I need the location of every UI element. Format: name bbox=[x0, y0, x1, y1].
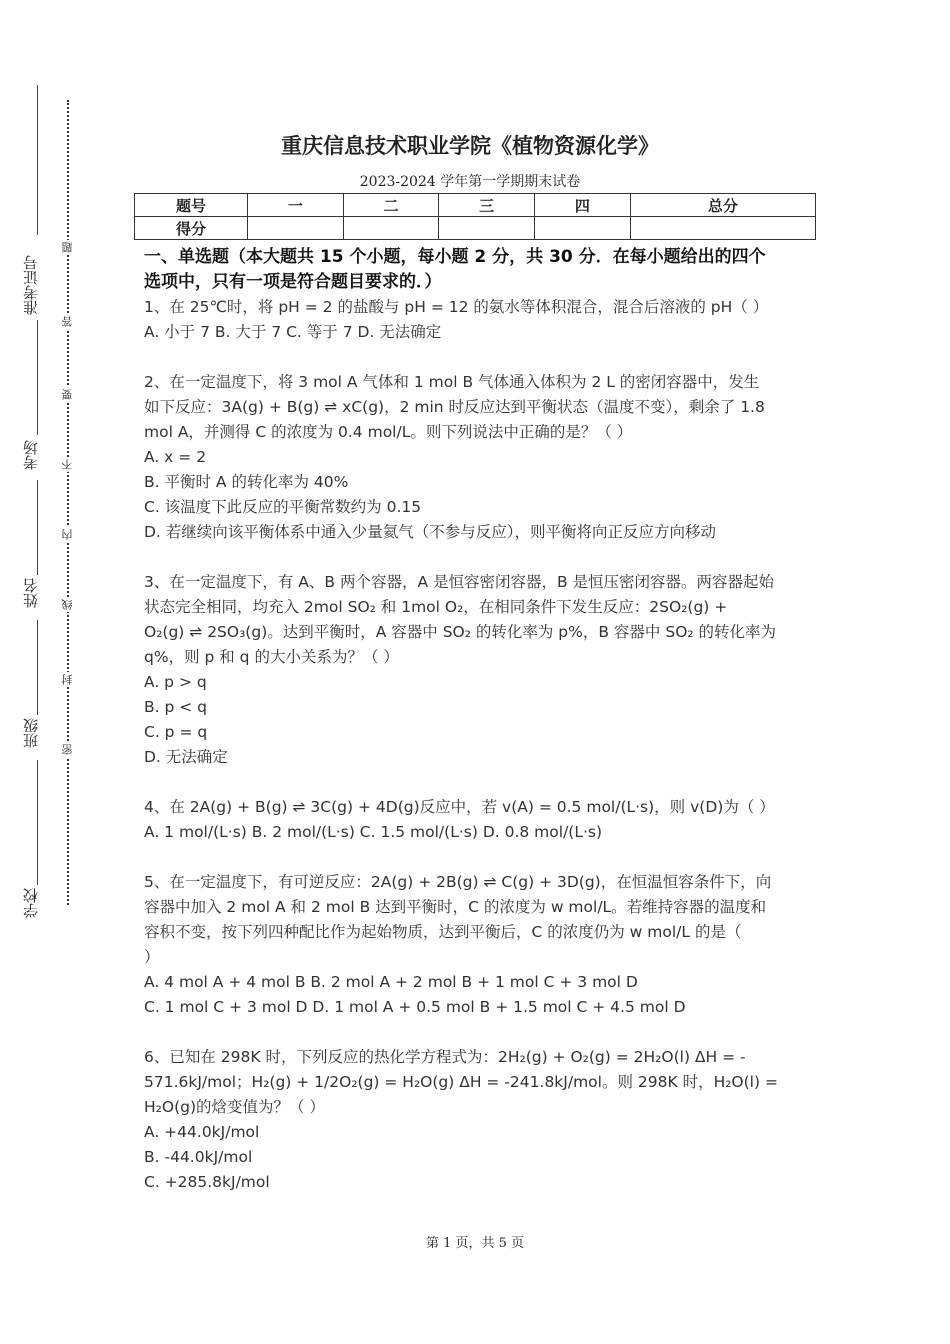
exam-subtitle: 2023-2024 学年第一学期期末试卷 bbox=[359, 174, 581, 190]
question-line: D. 若继续向该平衡体系中通入少量氦气（不参与反应），则平衡将向正反应方向移动 bbox=[144, 523, 717, 541]
question-text: 4、在 2A(g) + B(g) ⇌ 3C(g) + 4D(g)反应中，若 v(A) = 0.5 mol/(L·s)，则 v(D)为（ ） bbox=[144, 798, 775, 816]
score-cell bbox=[630, 217, 815, 240]
seal-char: 题 bbox=[61, 242, 74, 253]
margin-line bbox=[37, 85, 38, 235]
seal-char: 要 bbox=[61, 389, 74, 400]
table-header-row bbox=[135, 194, 816, 217]
table-header: 一 bbox=[248, 194, 344, 217]
question-line: A. 4 mol A + 4 mol B B. 2 mol A + 2 mol B + 1 mol C + 3 mol D bbox=[144, 973, 638, 991]
question-text: 5、在一定温度下，有可逆反应：2A(g) + 2B(g) ⇌ C(g) + 3D(g)，在恒温恒容条件下，向 bbox=[144, 873, 772, 891]
question-text: 1、在 25℃时，将 pH = 2 的盐酸与 pH = 12 的氨水等体积混合，混合后溶液的 pH（ ） bbox=[144, 298, 769, 316]
seal-char: 线 bbox=[61, 599, 74, 610]
question-line: q%，则 p 和 q 的大小关系为？（ ） bbox=[144, 648, 399, 666]
table-header: 四 bbox=[535, 194, 631, 217]
score-table bbox=[134, 193, 816, 240]
label-school: 学校 bbox=[22, 888, 40, 918]
table-header: 题号 bbox=[135, 194, 248, 217]
question-line: C. 该温度下此反应的平衡常数约为 0.15 bbox=[144, 498, 422, 516]
question-line: mol A，并测得 C 的浓度为 0.4 mol/L。则下列说法中正确的是？（ ） bbox=[144, 423, 633, 441]
spacer bbox=[144, 545, 814, 570]
spacer bbox=[144, 770, 814, 795]
question-text: 3、在一定温度下，有 A、B 两个容器，A 是恒容密闭容器，B 是恒压密闭容器。两容器起始 bbox=[144, 573, 775, 591]
question-line: A. x = 2 bbox=[144, 448, 207, 466]
margin-line bbox=[37, 760, 38, 885]
question-line: 容器中加入 2 mol A 和 2 mol B 达到平衡时，C 的浓度为 w mol/L。若维持容器的温度和 bbox=[144, 898, 767, 916]
question-line: ） bbox=[144, 948, 160, 966]
label-exam-number: 准考证号 bbox=[22, 255, 40, 315]
question-line: 571.6kJ/mol；H₂(g) + 1/2O₂(g) = H₂O(g) ΔH = -241.8kJ/mol。则 298K 时，H₂O(l) = bbox=[144, 1073, 778, 1091]
question-line: A. 1 mol/(L·s) B. 2 mol/(L·s) C. 1.5 mol/(L·s) D. 0.8 mol/(L·s) bbox=[144, 823, 603, 841]
page-footer: 第 1 页，共 5 页 bbox=[425, 1236, 525, 1251]
label-name: 姓名 bbox=[22, 578, 40, 608]
question-text: 6、已知在 298K 时，下列反应的热化学方程式为：2H₂(g) + O₂(g) = 2H₂O(l) ΔH = - bbox=[144, 1048, 746, 1066]
seal-char: 密 bbox=[61, 744, 74, 755]
label-exam-room: 考场 bbox=[22, 440, 40, 470]
question-line: D. 无法确定 bbox=[144, 748, 228, 766]
exam-title: 重庆信息技术职业学院《植物资源化学》 bbox=[281, 134, 659, 158]
spacer bbox=[144, 1020, 814, 1045]
question-line: B. -44.0kJ/mol bbox=[144, 1148, 253, 1166]
score-cell bbox=[535, 217, 631, 240]
question-line: O₂(g) ⇌ 2SO₃(g)。达到平衡时，A 容器中 SO₂ 的转化率为 p%，B 容器中 SO₂ 的转化率为 bbox=[144, 623, 777, 641]
question-line: A. p > q bbox=[144, 673, 207, 691]
question-line: A. 小于 7 B. 大于 7 C. 等于 7 D. 无法确定 bbox=[144, 323, 442, 341]
question-line: C. +285.8kJ/mol bbox=[144, 1173, 270, 1191]
margin-line bbox=[37, 620, 38, 715]
question-line: A. +44.0kJ/mol bbox=[144, 1123, 260, 1141]
margin-line bbox=[37, 480, 38, 575]
spacer bbox=[144, 845, 814, 870]
table-row bbox=[135, 217, 816, 240]
row-label: 得分 bbox=[135, 217, 248, 240]
question-line: H₂O(g)的焓变值为？（ ） bbox=[144, 1098, 325, 1116]
margin-line bbox=[37, 320, 38, 435]
question-line: B. 平衡时 A 的转化率为 40% bbox=[144, 473, 349, 491]
seal-char: 答 bbox=[61, 316, 74, 327]
score-cell bbox=[343, 217, 439, 240]
question-line: B. p < q bbox=[144, 698, 208, 716]
table-header: 二 bbox=[343, 194, 439, 217]
seal-char: 内 bbox=[61, 529, 74, 540]
table-header: 三 bbox=[439, 194, 535, 217]
question-line: 容积不变，按下列四种配比作为起始物质，达到平衡后，C 的浓度仍为 w mol/L 的是（ bbox=[144, 923, 742, 941]
question-content bbox=[144, 245, 814, 1195]
section-heading: 一、单选题（本大题共 15 个小题，每小题 2 分，共 30 分．在每小题给出的四个 bbox=[144, 247, 766, 267]
question-text: 2、在一定温度下，将 3 mol A 气体和 1 mol B 气体通入体积为 2 L 的密闭容器中，发生 bbox=[144, 373, 760, 391]
score-cell bbox=[439, 217, 535, 240]
question-line: 如下反应：3A(g) + B(g) ⇌ xC(g)，2 min 时反应达到平衡状态（温度不变），剩余了 1.8 bbox=[144, 398, 765, 416]
seal-dotted-line bbox=[67, 100, 69, 905]
section-heading: 选项中，只有一项是符合题目要求的．） bbox=[144, 272, 442, 292]
score-cell bbox=[248, 217, 344, 240]
spacer bbox=[144, 345, 814, 370]
question-line: C. 1 mol C + 3 mol D D. 1 mol A + 0.5 mol B + 1.5 mol C + 4.5 mol D bbox=[144, 998, 686, 1016]
seal-char: 封 bbox=[61, 674, 74, 685]
question-line: 状态完全相同，均充入 2mol SO₂ 和 1mol O₂，在相同条件下发生反应：2SO₂(g) + bbox=[144, 598, 728, 616]
seal-char: 不 bbox=[61, 459, 74, 470]
question-line: C. p = q bbox=[144, 723, 208, 741]
table-header: 总分 bbox=[630, 194, 815, 217]
label-class: 班级 bbox=[22, 718, 40, 748]
